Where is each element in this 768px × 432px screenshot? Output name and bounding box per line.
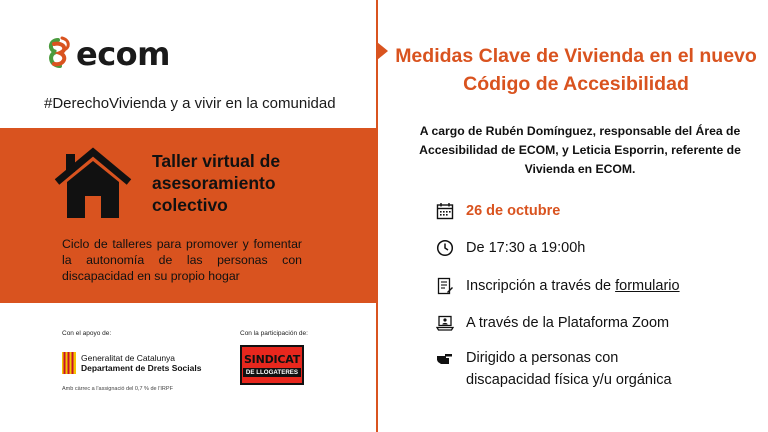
workshop-title-line: colectivo: [152, 195, 228, 215]
calendar-icon: [436, 202, 454, 220]
workshop-title-line: Taller virtual de: [152, 151, 281, 171]
event-time: [436, 237, 585, 259]
sindicat-subname: DE LLOGATERES: [243, 368, 301, 377]
house-icon: [53, 146, 133, 220]
signup-form-link[interactable]: formulario: [615, 278, 680, 294]
form-icon: [436, 277, 454, 295]
event-audience-text: Dirigido a personas con discapacidad física y/u orgánica: [466, 350, 672, 388]
senyera-icon: [62, 352, 76, 374]
event-title: Medidas Clave de Vivienda en el nuevo Código de Accesibilidad: [395, 45, 757, 95]
gencat-name: Generalitat de Catalunya: [81, 353, 176, 363]
hashtag: #DerechoVivienda y a vivir en la comunidad: [44, 95, 336, 112]
sindicat-name: SINDICAT: [243, 353, 301, 366]
workshop-title: [152, 150, 280, 216]
vertical-divider: [376, 0, 378, 432]
left-panel: [0, 0, 376, 432]
clock-icon: [436, 239, 454, 257]
workshop-title-line: asesoramiento: [152, 173, 276, 193]
laptop-icon: [436, 314, 454, 332]
ecom-logo: [44, 34, 170, 74]
event-time-text: De 17:30 a 19:00h: [466, 240, 586, 256]
event-signup: [436, 275, 680, 297]
participation-label: Con la participación de:: [240, 330, 308, 337]
workshop-description: Ciclo de talleres para promover y fomentar la autonomía de las personas con discapacidad en su propio hogar: [62, 237, 302, 283]
ecom-logo-text: ecom: [76, 35, 170, 73]
arrow-marker-icon: [377, 42, 388, 60]
irpf-note: Amb càrrec a l'assignació del 0,7 % de l'IRPF: [62, 386, 173, 392]
pointing-hand-icon: [436, 350, 454, 368]
event-audience: [436, 347, 706, 391]
event-platform-text: A través de la Plataforma Zoom: [466, 315, 670, 331]
signup-prefix: Inscripción a través de: [466, 278, 616, 294]
event-speakers: A cargo de Rubén Domínguez, responsable del Área de Accesibilidad de ECOM, y Leticia Esporrin, referente de Vivienda en ECOM.: [419, 124, 741, 176]
ecom-logo-mark-icon: [44, 34, 72, 74]
event-platform: [436, 312, 669, 334]
gencat-logo: [62, 352, 201, 374]
support-label: Con el apoyo de:: [62, 330, 112, 337]
event-date: [436, 200, 560, 222]
gencat-department: Departament de Drets Socials: [81, 363, 202, 373]
sindicat-logo: [240, 345, 304, 385]
event-date-text: 26 de octubre: [466, 203, 561, 219]
